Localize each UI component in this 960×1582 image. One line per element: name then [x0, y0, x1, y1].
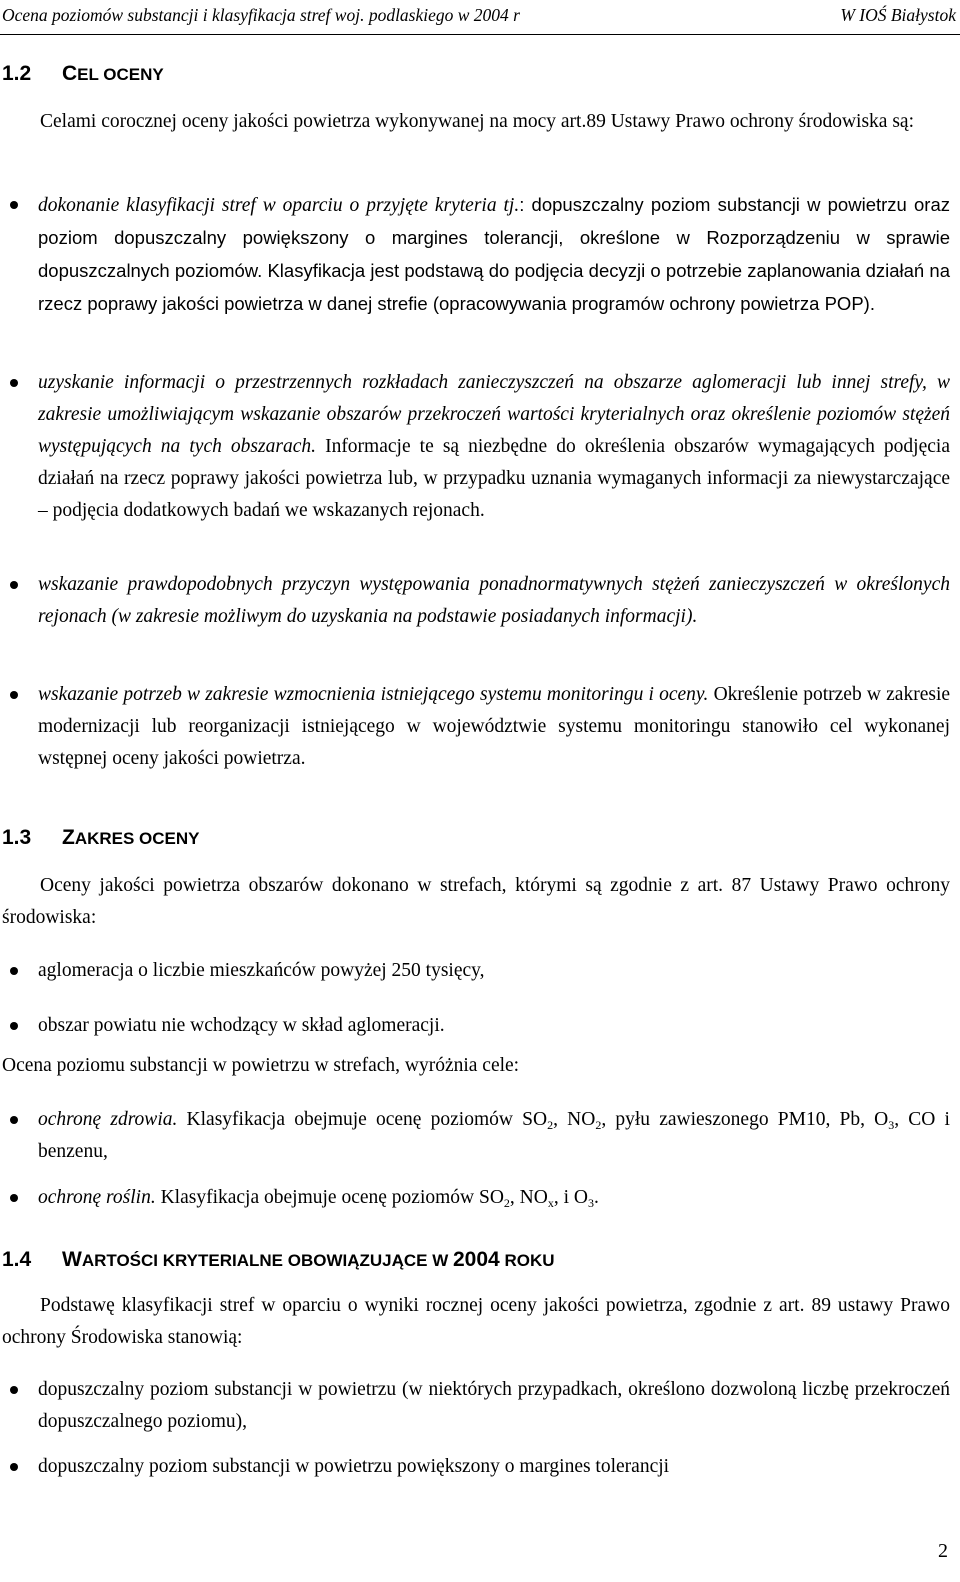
item-italic: wskazanie prawdopodobnych przyczyn występowania ponadnormatywnych stężeń zanieczyszczeń w określonych rejonach (w zakresie możliwym do uzyskania na podstawie posiadanych informacji). [38, 574, 950, 627]
bullet-icon [10, 967, 18, 975]
item-italic: dokonanie klasyfikacji stref w oparciu o przyjęte kryteria tj. [38, 195, 520, 216]
heading-rest: EL OCENY [77, 65, 164, 84]
heading-rest: AKRES OCENY [74, 829, 200, 848]
list-item: dopuszczalny poziom substancji w powietrzu (w niektórych przypadkach, określono dozwoloną liczbę przekroczeń dopuszczalnego poziomu), [38, 1379, 950, 1432]
item-italic: ochronę roślin. [38, 1187, 156, 1208]
section-number: 1.2 [2, 62, 32, 85]
bullet-icon [10, 581, 18, 589]
list-item: ochronę zdrowia. Klasyfikacja obejmuje ocenę poziomów $SO_2$, $NO_2$, pyłu zawieszonego PM10, Pb, $O_3$, CO i benzenu, [38, 1109, 950, 1162]
item-italic: ochronę zdrowia. [38, 1109, 178, 1130]
list-item: ochronę roślin. Klasyfikacja obejmuje ocenę poziomów $SO_2$, $NO_x$, i $O_3$. [38, 1187, 599, 1210]
list-item: dopuszczalny poziom substancji w powietrzu powiększony o margines tolerancji [38, 1456, 670, 1477]
bullet-icon [10, 1022, 18, 1030]
bullet-icon [10, 1386, 18, 1394]
header-organization: W IOŚ Białystok [840, 5, 956, 25]
section-1-4-intro: Podstawę klasyfikacji stref w oparciu o wyniki rocznej oceny jakości powietrza, zgodnie z art. 89 ustawy Prawo ochrony Środowiska stanowią: [2, 1295, 950, 1348]
item-text: Określenie potrzeb w zakresie modernizacji lub reorganizacji istniejącego w województwie systemu monitoringu stanowiło cel wykonanej wstępnej oceny jakości powietrza. [38, 684, 951, 769]
section-1-4-heading: 1.4 WARTOŚCI KRYTERIALNE OBOWIĄZUJĄCE W 2004 ROKU [2, 1248, 555, 1271]
item-italic: uzyskanie informacji o przestrzennych rozkładach zanieczyszczeń na obszarze aglomeracji lub innej strefy, w zakresie umożliwiającym wskazanie obszarów przekroczeń wartości kryterialnych oraz określenie poziomów stężeń występujących na tych obszarach. [38, 372, 950, 457]
item-text: : dopuszczalny poziom substancji w powietrzu oraz poziom dopuszczalny powiększony o margines tolerancji, określone w Rozporządzeniu w sprawie dopuszczalnych poziomów. Klasyfikacja jest podstawą do podjęcia decyzji o potrzebie zaplanowania działań na rzecz poprawy jakości powietrza w danej strefie (opracowywania programów ochrony powietrza POP). [38, 194, 950, 314]
header-document-title: Ocena poziomów substancji i klasyfikacja stref woj. podlaskiego w 2004 r [2, 5, 520, 25]
bullet-icon [10, 379, 18, 387]
item-italic: wskazanie potrzeb w zakresie wzmocnienia istniejącego systemu monitoringu i oceny. [38, 684, 709, 705]
list-item: aglomeracja o liczbie mieszkańców powyżej 250 tysięcy, [38, 960, 485, 981]
item-text: Informacje te są niezbędne do określenia obszarów wymagających podjęcia działań na rzecz poprawy jakości powietrza lub, w przypadku uznania wymaganych informacji za niewystarczające – podjęcia dodatkowych badań we wskazanych rejonach. [38, 436, 950, 521]
bullet-icon [10, 691, 18, 699]
list-item [38, 367, 950, 527]
heading-cap: C [62, 62, 78, 85]
section-number: 1.4 [2, 1248, 32, 1271]
bullet-icon [10, 1116, 18, 1124]
section-number: 1.3 [2, 826, 32, 849]
list-item [38, 189, 950, 321]
page-number: 2 [938, 1540, 948, 1562]
section-1-2-heading [2, 62, 164, 86]
list-item: obszar powiatu nie wchodzący w skład aglomeracji. [38, 1015, 445, 1036]
list-item [38, 569, 950, 633]
section-1-3-paragraph: Ocena poziomu substancji w powietrzu w strefach, wyróżnia cele: [2, 1055, 520, 1076]
heading-cap: Z [62, 826, 75, 849]
list-item [38, 679, 950, 775]
page-header [0, 0, 960, 35]
section-1-3-intro: Oceny jakości powietrza obszarów dokonano w strefach, którymi są zgodnie z art. 87 Ustawy Prawo ochrony środowiska: [2, 875, 950, 928]
bullet-icon [10, 1463, 18, 1471]
bullet-icon [10, 1194, 18, 1202]
section-1-3-heading [2, 826, 200, 850]
bullet-icon [10, 201, 18, 209]
section-1-2-intro: Celami corocznej oceny jakości powietrza wykonywanej na mocy art.89 Ustawy Prawo ochrony środowiska są: [40, 111, 914, 132]
